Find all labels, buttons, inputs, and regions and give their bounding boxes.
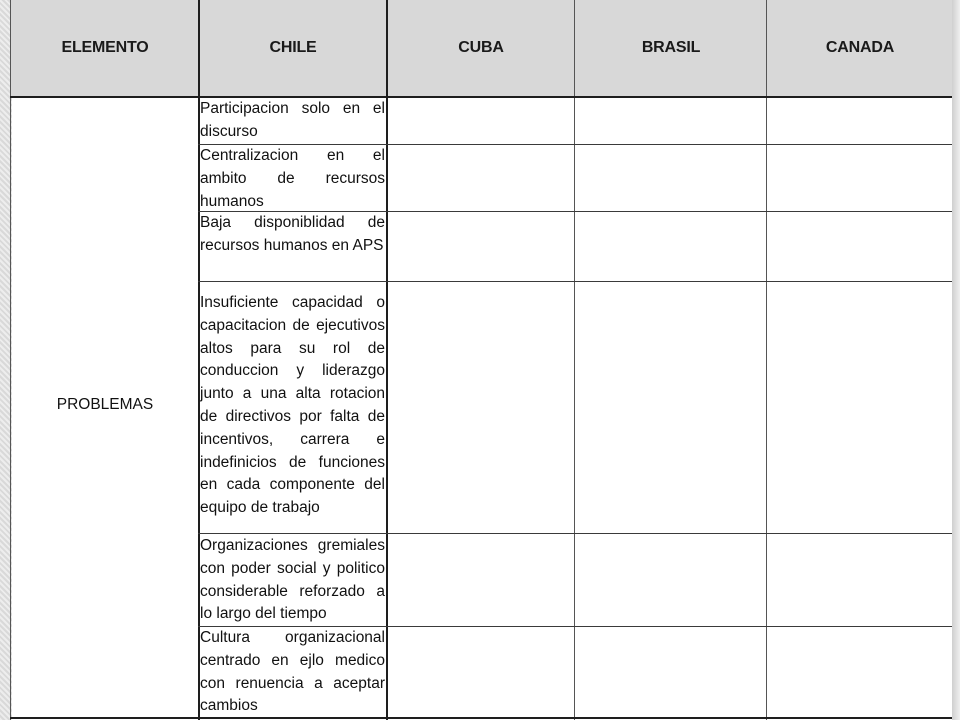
- row-label-problemas: PROBLEMAS: [56, 396, 154, 413]
- table-grid-line: [198, 281, 952, 282]
- chile-problem-cell: Centralizacion en el ambito de recursos humanos: [200, 147, 385, 210]
- table-grid-line: [574, 0, 575, 720]
- table-grid-line: [386, 0, 388, 720]
- header-brasil: BRASIL: [641, 39, 701, 56]
- chile-problem-cell: Insuficiente capacidad o capacitacion de ejecutivos altos para su rol de conduccion y liderazgo junto a una alta rotacion de directivos por falta de incentivos, carrera e indefinicios de funciones en cada componente del equipo de trabajo: [200, 294, 385, 517]
- header-chile: CHILE: [269, 39, 317, 56]
- header-cuba: CUBA: [458, 39, 504, 56]
- chile-problem-cell: Baja disponiblidad de recursos humanos en APS: [200, 214, 385, 254]
- header-canada: CANADA: [825, 39, 895, 56]
- chile-problem-cell: Cultura organizacional centrado en ejlo medico con renuencia a aceptar cambios: [200, 629, 385, 715]
- header-elemento: ELEMENTO: [61, 39, 149, 56]
- table-grid-line: [10, 0, 11, 720]
- chile-problem-cell: Organizaciones gremiales con poder social y politico considerable reforzado a lo largo del tiempo: [200, 537, 385, 623]
- table-grid-line: [10, 717, 952, 719]
- table-grid-line: [766, 0, 767, 720]
- table-grid-line: [10, 96, 952, 98]
- chile-problem-cell: Participacion solo en el discurso: [200, 100, 385, 140]
- table-grid-line: [198, 533, 952, 534]
- slide-right-shadow: [952, 0, 960, 720]
